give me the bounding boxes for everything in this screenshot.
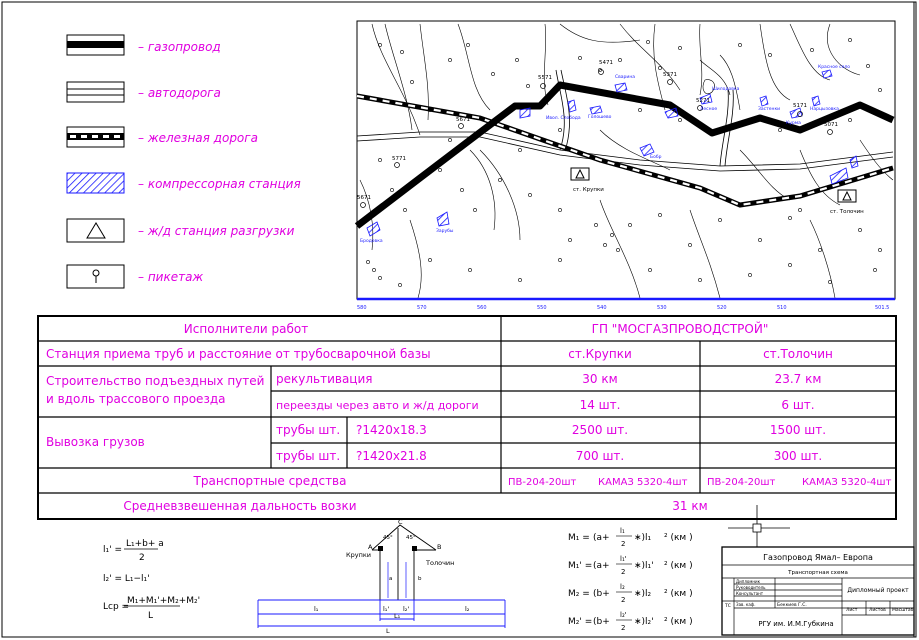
formula-m2: [568, 583, 693, 604]
row-cargo-label: Вывозка грузов: [46, 435, 145, 449]
reclamation-tolochin: 23.7 км: [774, 372, 822, 386]
base-l1: l₁: [314, 605, 319, 613]
formula-lavg-den: L: [148, 611, 154, 621]
picket-label: 5671: [357, 195, 371, 201]
row-roads-label-2: и вдоль трассового проезда: [46, 392, 226, 406]
transport-table: [38, 316, 896, 519]
reclamation-krupki: 30 км: [582, 372, 618, 386]
m-den: 2: [621, 624, 626, 632]
scale-label: 550: [537, 305, 547, 311]
place-label: Красное село: [818, 65, 851, 70]
title-role-norm: Консультант: [736, 591, 764, 596]
title-block: [722, 547, 914, 635]
m-lhs: M₁' =: [568, 561, 593, 571]
pipes-krupki-2: 700 шт.: [575, 449, 625, 463]
m-pre: (a+: [593, 561, 610, 571]
legend-rail-station-label: – ж/д станция разгрузки: [138, 224, 295, 238]
scheme-right-label: Толочин: [426, 559, 455, 567]
m-post: ∗)l₂': [634, 617, 654, 627]
m-lhs: M₂ =: [568, 589, 590, 599]
route-map: [357, 21, 895, 311]
formula-lavg-lhs: Lср =: [103, 602, 130, 612]
base-l1-prime: l₁': [383, 605, 390, 613]
place-label: Зарубы: [436, 229, 454, 234]
row-executors-label: Исполнители работ: [183, 322, 309, 336]
place-label: Лесное: [700, 107, 718, 112]
scheme-angle-2: 45°: [406, 535, 416, 541]
scale-label: 540: [597, 305, 607, 311]
scheme-b: b: [418, 576, 422, 582]
length-formulas: [103, 539, 200, 621]
base-L: L: [386, 627, 390, 635]
m-num: l₁: [620, 527, 625, 535]
scale-label: 560: [477, 305, 487, 311]
row-vehicles-label: Транспортные средства: [193, 474, 347, 488]
scheme-angle-1: 45°: [383, 535, 393, 541]
title-project-name: Газопровод Ямал– Европа: [763, 553, 873, 562]
title-col-scale: Масштаб: [892, 608, 914, 613]
legend-road-symbol: [67, 82, 124, 102]
base-l2: l₂: [465, 605, 470, 613]
pipes-tolochin-2: 300 шт.: [773, 449, 823, 463]
title-stage: Дипломный проект: [847, 587, 909, 594]
scale-label: 530: [657, 305, 667, 311]
m-den: 2: [621, 596, 626, 604]
place-label: Ивол. Слобода: [546, 116, 581, 121]
legend-pipeline-label: – газопровод: [138, 40, 221, 54]
place-label: Бродовка: [360, 239, 383, 244]
vehicles-krupki-2: КАМАЗ 5320-4шт: [598, 477, 688, 488]
scale-label: 510: [777, 305, 787, 311]
m-den: 2: [621, 540, 626, 548]
formula-l2: l₂' = L₁−l₁': [103, 574, 150, 584]
formula-lavg-num: M₁+M₁'+M₂+M₂': [127, 596, 201, 606]
picket-label: 5671: [456, 117, 470, 123]
vehicles-krupki-1: ПВ-204-20шт: [508, 477, 577, 488]
base-l2-prime: l₂': [403, 605, 410, 613]
m-num: l₂': [620, 611, 627, 619]
formula-l1-lhs: l₁' =: [103, 545, 122, 555]
legend-compressor-label: – компрессорная станция: [138, 177, 301, 191]
title-col-sheet: Листов: [869, 608, 886, 613]
legend-railway-label: – железная дорога: [138, 131, 258, 145]
pipes-krupki-1: 2500 шт.: [571, 423, 629, 437]
reclamation-label: рекультивация: [276, 372, 373, 386]
place-label: Курма: [786, 121, 801, 126]
legend-rail-station-symbol: [67, 219, 124, 242]
station-tolochin-cell: ст.Толочин: [763, 347, 833, 361]
m-pre: (a+: [593, 533, 610, 543]
formula-l1-den: 2: [139, 553, 145, 563]
m-unit: ² (км ): [664, 561, 693, 571]
map-frame: [357, 21, 895, 299]
picket-label: 5771: [392, 156, 406, 162]
formula-m2-prime: [568, 611, 693, 632]
scheme-left-label: Крупки: [346, 551, 371, 559]
place-label: Шилодовка: [712, 87, 740, 92]
distance-scheme: [258, 518, 505, 635]
m-unit: ² (км ): [664, 617, 693, 627]
m-pre: (b+: [593, 589, 610, 599]
pipe-size-2: ?1420x21.8: [356, 449, 427, 463]
moment-formulas: [568, 527, 693, 632]
row-distance-label: Средневзвешенная дальность возки: [123, 499, 357, 513]
row-station-label: Станция приема труб и расстояние от трубосварочной базы: [46, 347, 431, 361]
base-L1: L₁: [394, 612, 401, 620]
scheme-top-point: C: [398, 518, 403, 526]
picket-label: 5571: [538, 75, 552, 81]
m-post: ∗)l₁': [634, 561, 654, 571]
station-krupki-cell: ст.Крупки: [568, 347, 632, 361]
crossings-tolochin: 6 шт.: [781, 398, 815, 412]
legend-compressor-symbol: [67, 173, 124, 193]
m-lhs: M₁ =: [568, 533, 590, 543]
picket-label: 5371: [663, 72, 677, 78]
picket-label: 5171: [793, 103, 807, 109]
place-label: Бобр: [650, 155, 662, 160]
picket-label: 5471: [599, 60, 613, 66]
title-role-cons: Руководитель: [736, 585, 766, 590]
m-post: ∗)l₂: [634, 589, 652, 599]
title-tc: ТС: [725, 604, 731, 609]
m-num: l₂: [620, 583, 625, 591]
scale-labels: [357, 305, 889, 311]
row-distance-value: 31 км: [672, 499, 708, 513]
title-sheet-name: Транспортная схема: [788, 570, 848, 576]
place-label: Нарцызовка: [810, 107, 839, 112]
m-num: l₁': [620, 555, 627, 563]
m-unit: ² (км ): [664, 533, 693, 543]
legend-railway-symbol: [67, 127, 124, 147]
m-den: 2: [621, 568, 626, 576]
crossings-krupki: 14 шт.: [579, 398, 621, 412]
scale-label: 501.5: [875, 305, 890, 311]
legend-road-label: – автодорога: [138, 86, 221, 100]
pipes-label-2: трубы шт.: [276, 449, 341, 463]
formula-l1-num: L₁+b+ a: [126, 539, 164, 549]
legend-picket-symbol: [67, 265, 124, 288]
station-label: ст. Толочин: [830, 209, 864, 215]
scheme-point-a: A: [368, 543, 373, 551]
scale-label: 580: [357, 305, 367, 311]
pipes-tolochin-1: 1500 шт.: [769, 423, 827, 437]
title-role-dev: Дипломник: [736, 579, 760, 584]
title-col-lit: Лист: [846, 608, 858, 613]
legend-pipeline-symbol: [67, 35, 124, 55]
m-unit: ² (км ): [664, 589, 693, 599]
formula-m1: [568, 527, 693, 548]
pipes-label-1: трубы шт.: [276, 423, 341, 437]
m-pre: (b+: [593, 617, 610, 627]
place-label: Сварина: [615, 75, 636, 80]
vehicles-tolochin-2: КАМАЗ 5320-4шт: [802, 477, 892, 488]
legend-picket-label: – пикетаж: [138, 270, 204, 284]
m-post: ∗)l₁: [634, 533, 652, 543]
scheme-a: a: [389, 576, 393, 582]
row-executors-value: ГП "МОСГАЗПРОВОДСТРОЙ": [591, 322, 769, 336]
station-label: ст. Крупки: [573, 187, 604, 193]
vehicles-tolochin-1: ПВ-204-20шт: [707, 477, 776, 488]
m-lhs: M₂' =: [568, 617, 593, 627]
scale-label: 570: [417, 305, 427, 311]
scale-label: 520: [717, 305, 727, 311]
place-label: Застенки: [758, 107, 781, 112]
picket-label: 5271: [696, 98, 710, 104]
legend: [67, 35, 301, 288]
place-label: Голошево: [588, 115, 612, 120]
title-role-zav: Зав. каф.: [736, 602, 756, 607]
pipe-size-1: ?1420x18.3: [356, 423, 427, 437]
crossings-label: переезды через авто и ж/д дороги: [276, 399, 479, 412]
scheme-point-b: B: [437, 543, 442, 551]
row-roads-label-1: Строительство подъездных путей: [46, 374, 265, 388]
title-person: Беккиев Г.С.: [777, 603, 807, 608]
formula-m1-prime: [568, 555, 693, 576]
title-org: РГУ им. И.М.Губкина: [758, 620, 834, 628]
picket-label: 5071: [824, 122, 838, 128]
